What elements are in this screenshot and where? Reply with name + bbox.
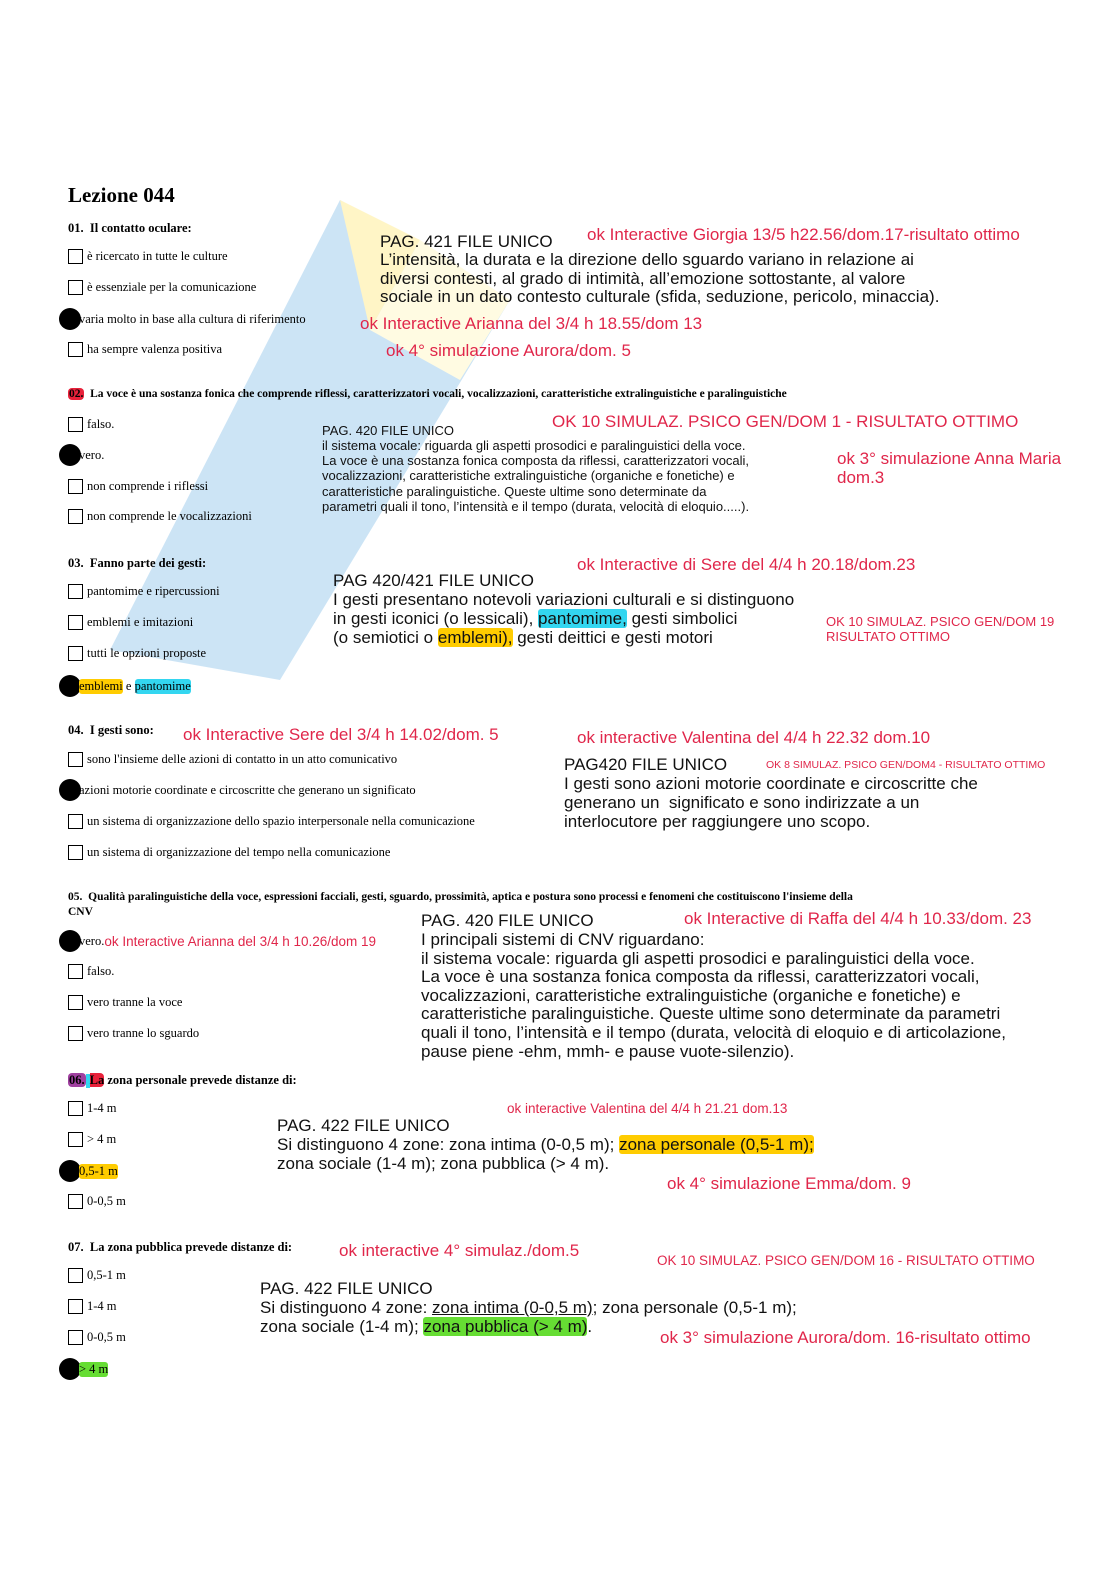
checkbox-unchecked-icon[interactable] bbox=[68, 646, 83, 661]
q04-reference-source: PAG420 FILE UNICO bbox=[564, 755, 728, 774]
question-text: Il contatto oculare: bbox=[89, 221, 192, 235]
q05-option-4[interactable]: vero tranne lo sguardo bbox=[68, 1026, 199, 1041]
q01-annotation-2: ok Interactive Arianna del 3/4 h 18.55/dom 13 bbox=[360, 314, 703, 333]
selected-answer-dot-icon[interactable] bbox=[59, 1358, 81, 1380]
q01-option-4[interactable]: ha sempre valenza positiva bbox=[68, 342, 222, 357]
q01-reference-text: L’intensità, la durata e la direzione dello sguardo variano in relazione ai diversi contesti, al grado di intimità, all’emozione sottostante, al valore sociale in un dato contesto culturale (sfida, seduzione, pericolo, minaccia). bbox=[380, 250, 940, 306]
q07-annotation-2: OK 10 SIMULAZ. PSICO GEN/DOM 16 - RISULTATO OTTIMO bbox=[657, 1253, 1035, 1268]
q03-annotation-1: ok Interactive di Sere del 4/4 h 20.18/dom.23 bbox=[577, 555, 916, 574]
q06-option-4[interactable]: 0-0,5 m bbox=[68, 1194, 126, 1209]
q05-reference-text: I principali sistemi di CNV riguardano: il sistema vocale: riguarda gli aspetti prosodici e paralinguistici della voce. La voce è una sostanza fonica composta da riflessi, caratterizzatori vocali, vocalizzazioni, caratteristiche extralinguistiche (organiche e fonetiche) e caratteristiche paralinguistiche. Queste ultime sono determinate da parametri quali il tono, l’intensità e il tempo (durata, velocità di eloquio e di articolazione, pause piene -ehm, mmh- e pause vuote-silenzio). bbox=[421, 930, 1006, 1061]
q01-annotation-3: ok 4° simulazione Aurora/dom. 5 bbox=[386, 341, 631, 360]
q06-option-3-selected[interactable]: 0,5-1 m bbox=[68, 1160, 118, 1182]
checkbox-unchecked-icon[interactable] bbox=[68, 1132, 83, 1147]
checkbox-unchecked-icon[interactable] bbox=[68, 479, 83, 494]
checkbox-unchecked-icon[interactable] bbox=[68, 995, 83, 1010]
checkbox-unchecked-icon[interactable] bbox=[68, 249, 83, 264]
q02-option-4[interactable]: non comprende le vocalizzazioni bbox=[68, 509, 252, 524]
checkbox-unchecked-icon[interactable] bbox=[68, 280, 83, 295]
question-number: 06. bbox=[69, 1073, 85, 1087]
question-number: 01. bbox=[68, 221, 84, 235]
q04-reference-text: I gesti sono azioni motorie coordinate e circoscritte che generano un significato e sono indirizzate a un interlocutore per raggiungere uno scopo. bbox=[564, 774, 978, 831]
question-number: 02. bbox=[69, 388, 84, 400]
q01-option-2[interactable]: è essenziale per la comunicazione bbox=[68, 280, 256, 295]
question-number: 07. bbox=[68, 1240, 84, 1254]
checkbox-unchecked-icon[interactable] bbox=[68, 1268, 83, 1283]
checkbox-unchecked-icon[interactable] bbox=[68, 845, 83, 860]
checkbox-unchecked-icon[interactable] bbox=[68, 1101, 83, 1116]
q05-annotation-2: ok Interactive di Raffa del 4/4 h 10.33/dom. 23 bbox=[684, 909, 1032, 928]
q03-option-1[interactable]: pantomime e ripercussioni bbox=[68, 584, 220, 599]
checkbox-unchecked-icon[interactable] bbox=[68, 1299, 83, 1314]
q07-annotation-1: ok interactive 4° simulaz./dom.5 bbox=[339, 1241, 580, 1260]
checkbox-unchecked-icon[interactable] bbox=[68, 1330, 83, 1345]
q04-option-4[interactable]: un sistema di organizzazione del tempo nella comunicazione bbox=[68, 845, 390, 860]
q03-reference-text: I gesti presentano notevoli variazioni culturali e si distinguono in gesti iconici (o lessicali), pantomime, gesti simbolici (o semiotici o emblemi), gesti deittici e gesti motori bbox=[333, 590, 795, 647]
selected-answer-dot-icon[interactable] bbox=[59, 444, 81, 466]
q05-option-2[interactable]: falso. bbox=[68, 964, 114, 979]
selected-answer-dot-icon[interactable] bbox=[59, 930, 81, 952]
q07-option-1[interactable]: 0,5-1 m bbox=[68, 1268, 126, 1283]
q04-annotation-2: ok interactive Valentina del 4/4 h 22.32 dom.10 bbox=[577, 728, 931, 747]
q06-option-1[interactable]: 1-4 m bbox=[68, 1101, 117, 1116]
selected-answer-dot-icon[interactable] bbox=[59, 675, 81, 697]
q01-annotation-1: ok Interactive Giorgia 13/5 h22.56/dom.17-risultato ottimo bbox=[587, 225, 1020, 244]
q06-annotation-1: ok interactive Valentina del 4/4 h 21.21 dom.13 bbox=[507, 1101, 788, 1116]
question-01-heading bbox=[68, 221, 192, 236]
question-07-heading bbox=[68, 1240, 292, 1255]
question-04-heading bbox=[68, 723, 154, 738]
checkbox-unchecked-icon[interactable] bbox=[68, 509, 83, 524]
q05-option-1-selected[interactable]: vero. ok Interactive Arianna del 3/4 h 10.26/dom 19 bbox=[68, 930, 376, 952]
checkbox-unchecked-icon[interactable] bbox=[68, 342, 83, 357]
q02-annotation-1: OK 10 SIMULAZ. PSICO GEN/DOM 1 - RISULTATO OTTIMO bbox=[552, 412, 1019, 431]
q01-reference-source: PAG. 421 FILE UNICO bbox=[380, 232, 553, 251]
q07-reference-source: PAG. 422 FILE UNICO bbox=[260, 1279, 433, 1298]
q04-option-2-selected[interactable]: azioni motorie coordinate e circoscritte che generano un significato bbox=[68, 779, 416, 801]
question-06-heading: 06. La zona personale prevede distanze di: bbox=[69, 1073, 297, 1087]
checkbox-unchecked-icon[interactable] bbox=[68, 1194, 83, 1209]
q03-option-2[interactable]: emblemi e imitazioni bbox=[68, 615, 193, 630]
selected-answer-dot-icon[interactable] bbox=[59, 779, 81, 801]
q04-option-1[interactable]: sono l'insieme delle azioni di contatto in un atto comunicativo bbox=[68, 752, 397, 767]
question-text: La zona pubblica prevede distanze di: bbox=[89, 1240, 293, 1254]
selected-answer-dot-icon[interactable] bbox=[59, 308, 81, 330]
question-text: I gesti sono: bbox=[89, 723, 154, 737]
q02-reference-text: il sistema vocale: riguarda gli aspetti prosodici e paralinguistici della voce. La voce è una sostanza fonica composta da riflessi, caratterizzatori vocali, vocalizzazioni, caratteristiche extralinguistiche (organiche e fonetiche) e caratteristiche paralinguistiche. Queste ultime sono determinate da parametri quali il tono, l’intensità e il tempo (durata, velocità di eloquio.....). bbox=[322, 438, 750, 514]
q07-annotation-3: ok 3° simulazione Aurora/dom. 16-risultato ottimo bbox=[660, 1328, 1031, 1347]
question-number: 05. bbox=[68, 891, 83, 903]
q07-option-4-selected[interactable]: > 4 m bbox=[68, 1358, 108, 1380]
checkbox-unchecked-icon[interactable] bbox=[68, 1026, 83, 1041]
q02-option-2-selected[interactable]: vero. bbox=[68, 444, 104, 466]
checkbox-unchecked-icon[interactable] bbox=[68, 584, 83, 599]
q01-option-1[interactable]: è ricercato in tutte le culture bbox=[68, 249, 228, 264]
q05-option-3[interactable]: vero tranne la voce bbox=[68, 995, 182, 1010]
q04-annotation-1: ok Interactive Sere del 3/4 h 14.02/dom. 5 bbox=[183, 725, 499, 744]
q02-option-1[interactable]: falso. bbox=[68, 417, 114, 432]
q03-reference-source: PAG 420/421 FILE UNICO bbox=[333, 571, 534, 590]
question-number: 03. bbox=[68, 556, 84, 570]
question-text: Fanno parte dei gesti: bbox=[89, 556, 207, 570]
question-text: Qualità paralinguistiche della voce, espressioni facciali, gesti, sguardo, prossimità, aptica e postura sono processi e fenomeni che costituiscono l'insieme della bbox=[88, 891, 853, 903]
q06-reference-text: Si distinguono 4 zone: zona intima (0-0,5 m); zona personale (0,5-1 m); zona sociale (1-4 m); zona pubblica (> 4 m). bbox=[277, 1135, 814, 1173]
checkbox-unchecked-icon[interactable] bbox=[68, 417, 83, 432]
q04-option-3[interactable]: un sistema di organizzazione dello spazio interpersonale nella comunicazione bbox=[68, 814, 475, 829]
checkbox-unchecked-icon[interactable] bbox=[68, 752, 83, 767]
q07-option-3[interactable]: 0-0,5 m bbox=[68, 1330, 126, 1345]
q07-reference-text: Si distinguono 4 zone: zona intima (0-0,5 m); zona personale (0,5-1 m); zona sociale (1-4 m); zona pubblica (> 4 m). bbox=[260, 1298, 797, 1336]
q05-annotation-1: ok Interactive Arianna del 3/4 h 10.26/dom 19 bbox=[104, 933, 377, 949]
checkbox-unchecked-icon[interactable] bbox=[68, 615, 83, 630]
question-03-heading bbox=[68, 556, 206, 571]
q03-annotation-2: OK 10 SIMULAZ. PSICO GEN/DOM 19 RISULTATO OTTIMO bbox=[826, 614, 1055, 644]
q01-option-3-selected[interactable]: varia molto in base alla cultura di riferimento bbox=[68, 308, 306, 330]
q02-reference-source: PAG. 420 FILE UNICO bbox=[322, 423, 454, 438]
checkbox-unchecked-icon[interactable] bbox=[68, 964, 83, 979]
q07-option-2[interactable]: 1-4 m bbox=[68, 1299, 117, 1314]
checkbox-unchecked-icon[interactable] bbox=[68, 814, 83, 829]
question-text: zona personale prevede distanze di: bbox=[104, 1073, 297, 1087]
q02-option-3[interactable]: non comprende i riflessi bbox=[68, 479, 208, 494]
selected-answer-dot-icon[interactable] bbox=[59, 1160, 81, 1182]
question-number: 04. bbox=[68, 723, 84, 737]
question-text: La voce è una sostanza fonica che comprende riflessi, caratterizzatori vocali, vocalizzazioni, caratteristiche extralinguistiche e paralinguistiche bbox=[90, 388, 787, 400]
q05-reference-source: PAG. 420 FILE UNICO bbox=[421, 911, 594, 930]
question-02-heading bbox=[68, 388, 787, 400]
q06-annotation-2: ok 4° simulazione Emma/dom. 9 bbox=[667, 1174, 911, 1193]
page-title: Lezione 044 bbox=[68, 183, 175, 207]
q03-option-4-selected[interactable]: emblemi e pantomime bbox=[68, 675, 191, 697]
question-05-heading: 05. Qualità paralinguistiche della voce, espressioni facciali, gesti, sguardo, prossimità, aptica e postura sono processi e fenomeni che costituiscono l'insieme della CNV bbox=[68, 891, 853, 918]
q06-option-2[interactable]: > 4 m bbox=[68, 1132, 116, 1147]
q04-annotation-3: OK 8 SIMULAZ. PSICO GEN/DOM4 - RISULTATO OTTIMO bbox=[766, 759, 1046, 771]
q02-annotation-2: ok 3° simulazione Anna Maria dom.3 bbox=[837, 449, 1062, 487]
q06-reference-source: PAG. 422 FILE UNICO bbox=[277, 1116, 450, 1135]
q03-option-3[interactable]: tutti le opzioni proposte bbox=[68, 646, 206, 661]
